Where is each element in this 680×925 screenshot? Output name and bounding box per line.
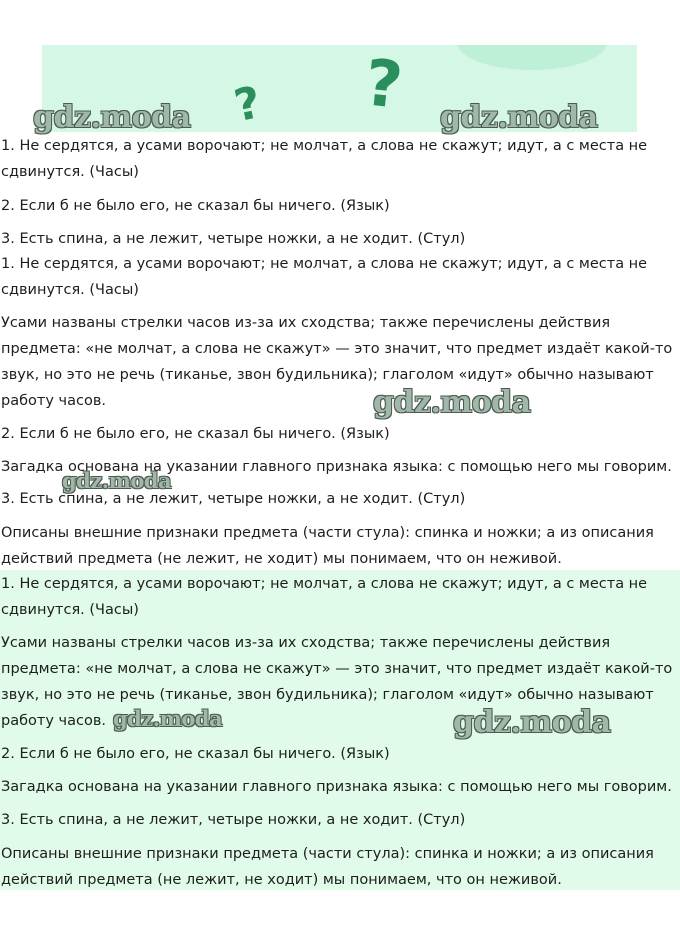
riddle-3: 3. Есть спина, а не лежит, четыре ножки, а не ходит. (Стул) (1, 812, 466, 828)
explanation-3-line-1: Описаны внешние признаки предмета (части стула): спинка и ножки; а из описания (1, 846, 654, 862)
decorative-blob (457, 45, 607, 70)
explanation-1-line-4: работу часов. (1, 713, 106, 729)
explanation-2: Загадка основана на указании главного признака языка: с помощью него мы говорим. (1, 459, 672, 475)
explanation-3-line-1: Описаны внешние признаки предмета (части стула): спинка и ножки; а из описания (1, 525, 654, 541)
watermark: gdz.moda (62, 468, 172, 493)
watermark: gdz.moda (33, 100, 191, 135)
question-mark-icon: ? (361, 46, 406, 124)
explanation-1-line-1: Усами названы стрелки часов из-за их сходства; также перечислены действия (1, 315, 611, 331)
explanation-3-line-2: действий предмета (не лежит, не ходит) мы понимаем, что он неживой. (1, 551, 562, 567)
explanation-1-line-2: предмета: «не молчат, а слова не скажут» — это значит, что предмет издаёт какой-то (1, 661, 673, 677)
explanation-3-line-2: действий предмета (не лежит, не ходит) мы понимаем, что он неживой. (1, 872, 562, 888)
riddle-1-line-2: сдвинутся. (Часы) (1, 282, 139, 298)
explanation-1-line-2: предмета: «не молчат, а слова не скажут» — это значит, что предмет издаёт какой-то (1, 341, 673, 357)
explanation-1-line-3: звук, но это не речь (тиканье, звон будильника); глаголом «идут» обычно называют (1, 687, 654, 703)
riddle-1-line-1: 1. Не сердятся, а усами ворочают; не молчат, а слова не скажут; идут, а с места не (1, 138, 648, 154)
riddle-1-line-2: сдвинутся. (Часы) (1, 164, 139, 180)
riddle-1-line-1: 1. Не сердятся, а усами ворочают; не молчат, а слова не скажут; идут, а с места не (1, 576, 648, 592)
riddle-2: 2. Если б не было его, не сказал бы ничего. (Язык) (1, 426, 390, 442)
watermark: gdz.moda (453, 705, 611, 740)
watermark: gdz.moda (373, 385, 531, 420)
riddle-1-line-2: сдвинутся. (Часы) (1, 602, 139, 618)
riddle-3: 3. Есть спина, а не лежит, четыре ножки, а не ходит. (Стул) (1, 491, 466, 507)
riddle-3: 3. Есть спина, а не лежит, четыре ножки, а не ходит. (Стул) (1, 231, 466, 247)
riddle-2: 2. Если б не было его, не сказал бы ничего. (Язык) (1, 198, 390, 214)
explanation-2: Загадка основана на указании главного признака языка: с помощью него мы говорим. (1, 779, 672, 795)
riddle-1-line-1: 1. Не сердятся, а усами ворочают; не молчат, а слова не скажут; идут, а с места не (1, 256, 648, 272)
explanation-1-line-1: Усами названы стрелки часов из-за их сходства; также перечислены действия (1, 635, 611, 651)
explanation-1-line-4: работу часов. (1, 393, 106, 409)
riddle-2: 2. Если б не было его, не сказал бы ничего. (Язык) (1, 746, 390, 762)
watermark: gdz.moda (440, 100, 598, 135)
explanation-1-line-3: звук, но это не речь (тиканье, звон будильника); глаголом «идут» обычно называют (1, 367, 654, 383)
question-mark-icon: ? (229, 76, 266, 132)
watermark: gdz.moda (113, 706, 223, 731)
